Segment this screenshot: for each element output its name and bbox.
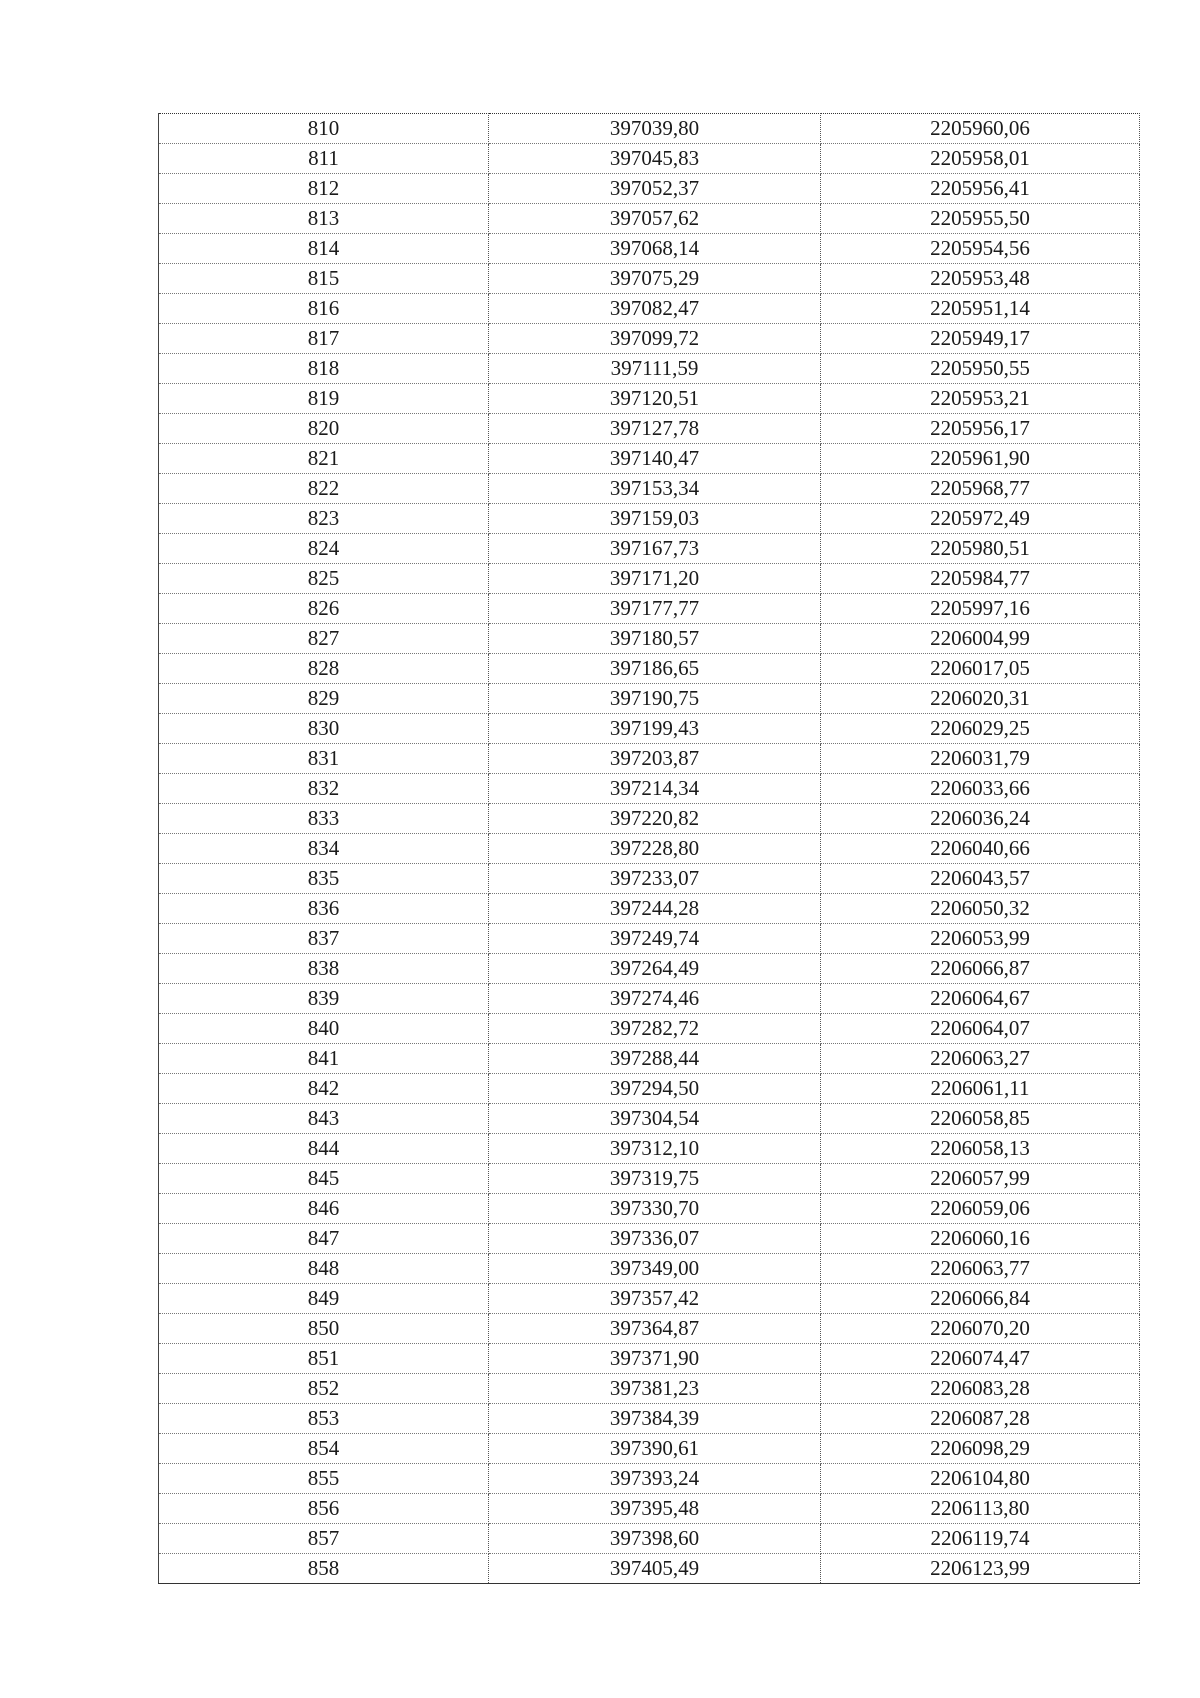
- x-coordinate-cell: 397052,37: [489, 174, 821, 204]
- point-number-cell: 828: [159, 654, 489, 684]
- table-row: [159, 1104, 1140, 1134]
- table-row: [159, 564, 1140, 594]
- point-number-cell: 852: [159, 1374, 489, 1404]
- x-coordinate-cell: 397039,80: [489, 114, 821, 144]
- point-number-cell: 830: [159, 714, 489, 744]
- y-coordinate-cell: 2205961,90: [821, 444, 1140, 474]
- table-row: [159, 204, 1140, 234]
- table-row: [159, 924, 1140, 954]
- point-number-cell: 843: [159, 1104, 489, 1134]
- x-coordinate-cell: 397364,87: [489, 1314, 821, 1344]
- y-coordinate-cell: 2206050,32: [821, 894, 1140, 924]
- y-coordinate-cell: 2205997,16: [821, 594, 1140, 624]
- point-number-cell: 827: [159, 624, 489, 654]
- point-number-cell: 825: [159, 564, 489, 594]
- point-number-cell: 833: [159, 804, 489, 834]
- point-number-cell: 821: [159, 444, 489, 474]
- x-coordinate-cell: 397288,44: [489, 1044, 821, 1074]
- x-coordinate-cell: 397330,70: [489, 1194, 821, 1224]
- x-coordinate-cell: 397127,78: [489, 414, 821, 444]
- point-number-cell: 812: [159, 174, 489, 204]
- table-row: [159, 354, 1140, 384]
- x-coordinate-cell: 397282,72: [489, 1014, 821, 1044]
- y-coordinate-cell: 2205972,49: [821, 504, 1140, 534]
- x-coordinate-cell: 397294,50: [489, 1074, 821, 1104]
- table-row: [159, 1344, 1140, 1374]
- table-row: [159, 1284, 1140, 1314]
- x-coordinate-cell: 397371,90: [489, 1344, 821, 1374]
- table-row: [159, 1374, 1140, 1404]
- point-number-cell: 853: [159, 1404, 489, 1434]
- point-number-cell: 820: [159, 414, 489, 444]
- x-coordinate-cell: 397304,54: [489, 1104, 821, 1134]
- point-number-cell: 849: [159, 1284, 489, 1314]
- y-coordinate-cell: 2206066,87: [821, 954, 1140, 984]
- table-row: [159, 504, 1140, 534]
- x-coordinate-cell: 397398,60: [489, 1524, 821, 1554]
- table-row: [159, 294, 1140, 324]
- y-coordinate-cell: 2205955,50: [821, 204, 1140, 234]
- table-row: [159, 1554, 1140, 1584]
- point-number-cell: 813: [159, 204, 489, 234]
- point-number-cell: 822: [159, 474, 489, 504]
- y-coordinate-cell: 2206074,47: [821, 1344, 1140, 1374]
- y-coordinate-cell: 2205951,14: [821, 294, 1140, 324]
- y-coordinate-cell: 2206033,66: [821, 774, 1140, 804]
- table-row: [159, 534, 1140, 564]
- y-coordinate-cell: 2206113,80: [821, 1494, 1140, 1524]
- point-number-cell: 811: [159, 144, 489, 174]
- y-coordinate-cell: 2205958,01: [821, 144, 1140, 174]
- y-coordinate-cell: 2205953,21: [821, 384, 1140, 414]
- point-number-cell: 831: [159, 744, 489, 774]
- x-coordinate-cell: 397180,57: [489, 624, 821, 654]
- x-coordinate-cell: 397312,10: [489, 1134, 821, 1164]
- table-row: [159, 1194, 1140, 1224]
- y-coordinate-cell: 2206063,77: [821, 1254, 1140, 1284]
- point-number-cell: 814: [159, 234, 489, 264]
- table-row: [159, 834, 1140, 864]
- x-coordinate-cell: 397171,20: [489, 564, 821, 594]
- y-coordinate-cell: 2206017,05: [821, 654, 1140, 684]
- y-coordinate-cell: 2206029,25: [821, 714, 1140, 744]
- x-coordinate-cell: 397075,29: [489, 264, 821, 294]
- table-row: [159, 744, 1140, 774]
- point-number-cell: 848: [159, 1254, 489, 1284]
- table-row: [159, 1494, 1140, 1524]
- y-coordinate-cell: 2206098,29: [821, 1434, 1140, 1464]
- table-row: [159, 894, 1140, 924]
- table-row: [159, 624, 1140, 654]
- table-row: [159, 684, 1140, 714]
- point-number-cell: 855: [159, 1464, 489, 1494]
- point-number-cell: 850: [159, 1314, 489, 1344]
- point-number-cell: 815: [159, 264, 489, 294]
- y-coordinate-cell: 2205960,06: [821, 114, 1140, 144]
- x-coordinate-cell: 397068,14: [489, 234, 821, 264]
- table-row: [159, 1314, 1140, 1344]
- y-coordinate-cell: 2206058,13: [821, 1134, 1140, 1164]
- point-number-cell: 846: [159, 1194, 489, 1224]
- x-coordinate-cell: 397357,42: [489, 1284, 821, 1314]
- x-coordinate-cell: 397099,72: [489, 324, 821, 354]
- point-number-cell: 819: [159, 384, 489, 414]
- point-number-cell: 844: [159, 1134, 489, 1164]
- y-coordinate-cell: 2205950,55: [821, 354, 1140, 384]
- x-coordinate-cell: 397228,80: [489, 834, 821, 864]
- table-row: [159, 954, 1140, 984]
- table-row: [159, 1044, 1140, 1074]
- y-coordinate-cell: 2206057,99: [821, 1164, 1140, 1194]
- y-coordinate-cell: 2206083,28: [821, 1374, 1140, 1404]
- table-row: [159, 414, 1140, 444]
- y-coordinate-cell: 2206063,27: [821, 1044, 1140, 1074]
- y-coordinate-cell: 2206123,99: [821, 1554, 1140, 1584]
- table-row: [159, 1434, 1140, 1464]
- point-number-cell: 818: [159, 354, 489, 384]
- point-number-cell: 837: [159, 924, 489, 954]
- point-number-cell: 810: [159, 114, 489, 144]
- x-coordinate-cell: 397153,34: [489, 474, 821, 504]
- y-coordinate-cell: 2206040,66: [821, 834, 1140, 864]
- x-coordinate-cell: 397082,47: [489, 294, 821, 324]
- y-coordinate-cell: 2206119,74: [821, 1524, 1140, 1554]
- x-coordinate-cell: 397199,43: [489, 714, 821, 744]
- y-coordinate-cell: 2205980,51: [821, 534, 1140, 564]
- x-coordinate-cell: 397405,49: [489, 1554, 821, 1584]
- y-coordinate-cell: 2206060,16: [821, 1224, 1140, 1254]
- point-number-cell: 857: [159, 1524, 489, 1554]
- point-number-cell: 838: [159, 954, 489, 984]
- table-row: [159, 1254, 1140, 1284]
- x-coordinate-cell: 397390,61: [489, 1434, 821, 1464]
- x-coordinate-cell: 397057,62: [489, 204, 821, 234]
- x-coordinate-cell: 397186,65: [489, 654, 821, 684]
- y-coordinate-cell: 2205956,41: [821, 174, 1140, 204]
- point-number-cell: 851: [159, 1344, 489, 1374]
- y-coordinate-cell: 2206004,99: [821, 624, 1140, 654]
- point-number-cell: 856: [159, 1494, 489, 1524]
- point-number-cell: 823: [159, 504, 489, 534]
- x-coordinate-cell: 397384,39: [489, 1404, 821, 1434]
- point-number-cell: 836: [159, 894, 489, 924]
- y-coordinate-cell: 2206064,67: [821, 984, 1140, 1014]
- table-row: [159, 144, 1140, 174]
- coordinates-table-body: [159, 114, 1140, 1584]
- x-coordinate-cell: 397244,28: [489, 894, 821, 924]
- x-coordinate-cell: 397177,77: [489, 594, 821, 624]
- y-coordinate-cell: 2206059,06: [821, 1194, 1140, 1224]
- table-row: [159, 984, 1140, 1014]
- y-coordinate-cell: 2205954,56: [821, 234, 1140, 264]
- point-number-cell: 817: [159, 324, 489, 354]
- table-row: [159, 234, 1140, 264]
- table-row: [159, 1134, 1140, 1164]
- point-number-cell: 840: [159, 1014, 489, 1044]
- x-coordinate-cell: 397349,00: [489, 1254, 821, 1284]
- x-coordinate-cell: 397214,34: [489, 774, 821, 804]
- y-coordinate-cell: 2206061,11: [821, 1074, 1140, 1104]
- y-coordinate-cell: 2205956,17: [821, 414, 1140, 444]
- x-coordinate-cell: 397393,24: [489, 1464, 821, 1494]
- point-number-cell: 826: [159, 594, 489, 624]
- table-row: [159, 324, 1140, 354]
- point-number-cell: 845: [159, 1164, 489, 1194]
- table-row: [159, 1224, 1140, 1254]
- table-row: [159, 774, 1140, 804]
- table-row: [159, 714, 1140, 744]
- table-row: [159, 1014, 1140, 1044]
- table-row: [159, 654, 1140, 684]
- y-coordinate-cell: 2205968,77: [821, 474, 1140, 504]
- table-row: [159, 474, 1140, 504]
- point-number-cell: 839: [159, 984, 489, 1014]
- x-coordinate-cell: 397167,73: [489, 534, 821, 564]
- table-row: [159, 1164, 1140, 1194]
- x-coordinate-cell: 397111,59: [489, 354, 821, 384]
- y-coordinate-cell: 2206043,57: [821, 864, 1140, 894]
- table-row: [159, 1404, 1140, 1434]
- point-number-cell: 835: [159, 864, 489, 894]
- x-coordinate-cell: 397233,07: [489, 864, 821, 894]
- x-coordinate-cell: 397274,46: [489, 984, 821, 1014]
- y-coordinate-cell: 2206058,85: [821, 1104, 1140, 1134]
- y-coordinate-cell: 2206087,28: [821, 1404, 1140, 1434]
- point-number-cell: 816: [159, 294, 489, 324]
- table-row: [159, 1524, 1140, 1554]
- x-coordinate-cell: 397190,75: [489, 684, 821, 714]
- x-coordinate-cell: 397264,49: [489, 954, 821, 984]
- table-row: [159, 384, 1140, 414]
- y-coordinate-cell: 2206104,80: [821, 1464, 1140, 1494]
- table-row: [159, 1464, 1140, 1494]
- x-coordinate-cell: 397140,47: [489, 444, 821, 474]
- x-coordinate-cell: 397319,75: [489, 1164, 821, 1194]
- table-row: [159, 264, 1140, 294]
- x-coordinate-cell: 397336,07: [489, 1224, 821, 1254]
- x-coordinate-cell: 397203,87: [489, 744, 821, 774]
- point-number-cell: 858: [159, 1554, 489, 1584]
- x-coordinate-cell: 397381,23: [489, 1374, 821, 1404]
- y-coordinate-cell: 2206020,31: [821, 684, 1140, 714]
- y-coordinate-cell: 2205984,77: [821, 564, 1140, 594]
- point-number-cell: 847: [159, 1224, 489, 1254]
- x-coordinate-cell: 397220,82: [489, 804, 821, 834]
- point-number-cell: 841: [159, 1044, 489, 1074]
- point-number-cell: 834: [159, 834, 489, 864]
- y-coordinate-cell: 2206036,24: [821, 804, 1140, 834]
- point-number-cell: 854: [159, 1434, 489, 1464]
- table-row: [159, 174, 1140, 204]
- table-row: [159, 444, 1140, 474]
- point-number-cell: 842: [159, 1074, 489, 1104]
- table-row: [159, 804, 1140, 834]
- coordinates-table: [158, 113, 1140, 1584]
- x-coordinate-cell: 397159,03: [489, 504, 821, 534]
- x-coordinate-cell: 397120,51: [489, 384, 821, 414]
- point-number-cell: 829: [159, 684, 489, 714]
- point-number-cell: 832: [159, 774, 489, 804]
- y-coordinate-cell: 2206053,99: [821, 924, 1140, 954]
- y-coordinate-cell: 2206031,79: [821, 744, 1140, 774]
- y-coordinate-cell: 2206070,20: [821, 1314, 1140, 1344]
- table-row: [159, 594, 1140, 624]
- table-row: [159, 864, 1140, 894]
- table-row: [159, 1074, 1140, 1104]
- y-coordinate-cell: 2205949,17: [821, 324, 1140, 354]
- x-coordinate-cell: 397249,74: [489, 924, 821, 954]
- y-coordinate-cell: 2206066,84: [821, 1284, 1140, 1314]
- y-coordinate-cell: 2205953,48: [821, 264, 1140, 294]
- table-row: [159, 114, 1140, 144]
- x-coordinate-cell: 397045,83: [489, 144, 821, 174]
- point-number-cell: 824: [159, 534, 489, 564]
- x-coordinate-cell: 397395,48: [489, 1494, 821, 1524]
- y-coordinate-cell: 2206064,07: [821, 1014, 1140, 1044]
